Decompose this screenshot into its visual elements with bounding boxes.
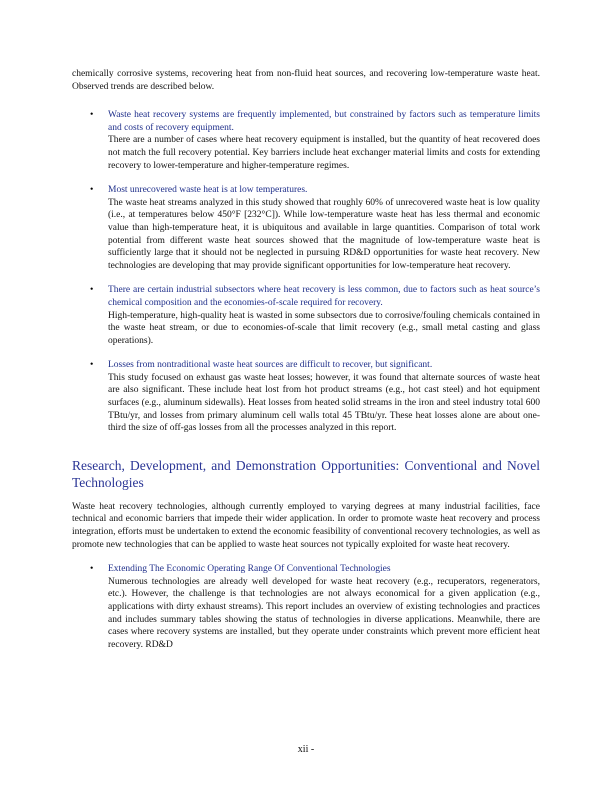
bullet-icon: • — [90, 285, 94, 296]
trend-item-1 — [72, 109, 540, 172]
opportunity-item-1 — [72, 563, 540, 651]
page-number: xii - — [297, 744, 315, 755]
bullet-icon: • — [90, 110, 94, 121]
trend-title: Waste heat recovery systems are frequently implemented, but constrained by factors such as temperature limits and costs of recovery equipment. — [108, 110, 540, 133]
section-heading: Research, Development, and Demonstration Opportunities: Conventional and Novel Technologies — [72, 457, 540, 490]
intro-paragraph: chemically corrosive systems, recovering heat from non-fluid heat sources, and recovering low-temperature waste heat. Observed trends are described below. — [72, 69, 540, 92]
bullet-icon: • — [90, 185, 94, 196]
bullet-icon: • — [90, 564, 94, 575]
document-page — [72, 68, 540, 663]
trend-title: Losses from nontraditional waste heat sources are difficult to recover, but significant. — [108, 360, 433, 371]
trend-title: There are certain industrial subsectors where heat recovery is less common, due to factors such as heat source’s chemical composition and the economies-of-scale required for recovery. — [108, 285, 540, 308]
trend-item-4 — [72, 359, 540, 435]
trend-body: This study focused on exhaust gas waste heat losses; however, it was found that alternate sources of waste heat are also significant. These include heat lost from hot product streams (e.g., hot cast steel) and hot equipment surfaces (e.g., aluminum sidewalls). Heat losses from heated solid streams in the iron and steel industry total 600 TBtu/yr, and losses from primary aluminum cell walls total 45 TBtu/yr. These heat losses alone are about one-third the size of off-gas losses from all the processes analyzed in this report. — [108, 372, 540, 434]
trend-item-3 — [72, 284, 540, 347]
trend-body: The waste heat streams analyzed in this study showed that roughly 60% of unrecovered waste heat is low quality (i.e., at temperatures below 450°F [232°C]). While low-temperature waste heat has less thermal and economic value than high-temperature heat, it is ubiquitous and available in large quantities. Comparison of total work potential from different waste heat sources showed that the magnitude of low-temperature waste heat is sufficiently large that it should not be neglected in pursuing RD&D opportunities for waste heat recovery. New technologies are developing that may provide significant opportunities for low-temperature heat recovery. — [108, 197, 540, 271]
trend-title: Most unrecovered waste heat is at low temperatures. — [108, 185, 308, 196]
opportunity-body: Numerous technologies are already well developed for waste heat recovery (e.g., recuperators, regenerators, etc.). However, the challenge is that technologies are not always economical for a given application (e.g., applications with dirty exhaust streams). This report includes an overview of existing technologies and practices and includes summary tables showing the status of technologies in diverse applications. Meanwhile, there are cases where recovery systems are installed, but they operate under constraints which prevent more efficient heat recovery. RD&D — [108, 576, 540, 650]
opportunities-list — [72, 563, 540, 651]
bullet-icon: • — [90, 360, 94, 371]
opportunity-title: Extending The Economic Operating Range Of Conventional Technologies — [108, 564, 391, 575]
trends-list — [72, 109, 540, 435]
trend-body: There are a number of cases where heat recovery equipment is installed, but the quantity of heat recovered does not match the full recovery potential. Key barriers include heat exchanger material limits and costs for extending recovery to lower-temperature and higher-temperature regimes. — [108, 135, 540, 171]
trend-item-2 — [72, 184, 540, 272]
trend-body: High-temperature, high-quality heat is wasted in some subsectors due to corrosive/fouling chemicals contained in the waste heat stream, or due to economies-of-scale that limit recovery (e.g., small metal casting and glass operations). — [108, 310, 540, 346]
section-paragraph: Waste heat recovery technologies, although currently employed to varying degrees at many industrial facilities, face technical and economic barriers that impede their wider application. In order to promote waste heat recovery and process integration, efforts must be undertaken to extend the economic feasibility of conventional recovery technologies, as well as promote new technologies that can be applied to waste heat sources not typically exploited for waste heat recovery. — [72, 501, 540, 550]
